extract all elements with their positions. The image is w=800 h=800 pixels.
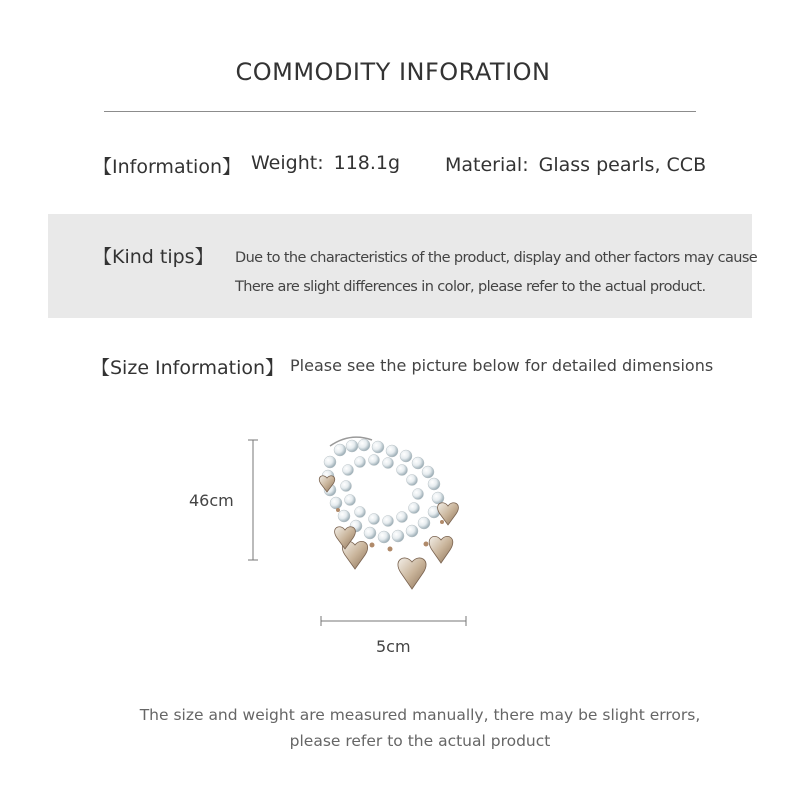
height-dimension-line [248, 440, 258, 560]
material-label: Material: [445, 154, 529, 176]
information-label: 【Information】 [93, 156, 241, 178]
kind-tips-line-2: There are slight differences in color, please refer to the actual product. [235, 279, 706, 295]
size-information-label: 【Size Information】 [91, 357, 285, 379]
height-dimension-label: 46cm [189, 491, 234, 510]
width-dimension-line [321, 616, 466, 626]
size-information-note: Please see the picture below for detailed dimensions [290, 356, 714, 375]
weight-label: Weight: [251, 152, 324, 174]
weight-value: 118.1g [333, 152, 401, 174]
footer-line-1: The size and weight are measured manually, there may be slight errors, [139, 706, 701, 724]
kind-tips-line-1: Due to the characteristics of the product, display and other factors may cause [235, 250, 758, 266]
bracelet-image [319, 437, 458, 589]
material-value: Glass pearls, CCB [538, 154, 707, 176]
footer-line-2: please refer to the actual product [289, 732, 551, 750]
footer-disclaimer [100, 702, 740, 754]
width-dimension-label: 5cm [376, 637, 411, 656]
kind-tips-label: 【Kind tips】 [93, 246, 214, 268]
page-title: COMMODITY INFORATION [235, 58, 551, 86]
